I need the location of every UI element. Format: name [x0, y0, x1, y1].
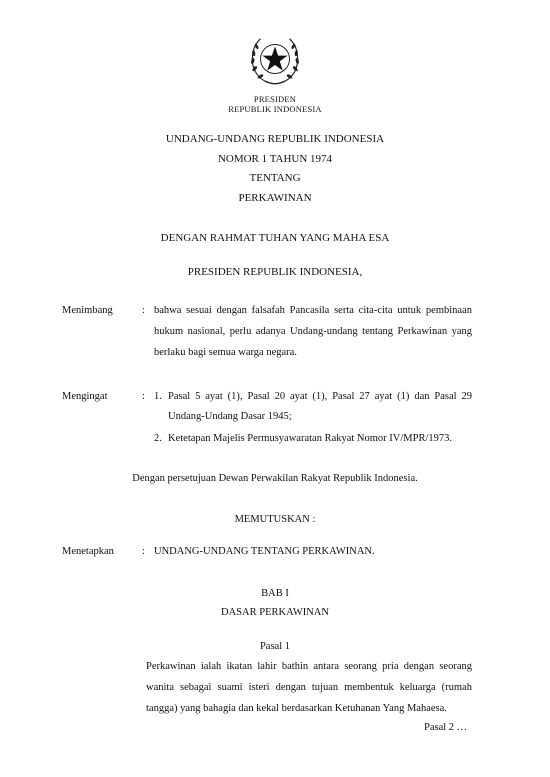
menetapkan-colon: : — [142, 546, 145, 557]
title-line-1: UNDANG-UNDANG REPUBLIK INDONESIA — [165, 133, 385, 145]
mengingat-item-1-num: 1. — [154, 391, 162, 402]
menimbang-line-3: berlaku bagi semua warga negara. — [154, 347, 297, 358]
bab-title: DASAR PERKAWINAN — [221, 607, 329, 618]
invocation: DENGAN RAHMAT TUHAN YANG MAHA ESA — [160, 232, 390, 244]
president-heading: PRESIDEN REPUBLIK INDONESIA, — [187, 266, 363, 278]
menimbang-label: Menimbang — [62, 305, 113, 316]
menimbang-line-1: bahwa sesuai dengan falsafah Pancasila serta cita-cita untuk pembinaan — [154, 305, 472, 316]
pasal-1-line-2: wanita sebagai suami isteri dengan tujuan membentuk keluarga (rumah — [146, 682, 472, 693]
title-line-4: PERKAWINAN — [238, 192, 312, 204]
garuda-star-emblem-icon — [246, 30, 304, 88]
header-presiden: PRESIDEN — [253, 94, 297, 104]
menimbang-colon: : — [142, 305, 145, 316]
mengingat-label: Mengingat — [62, 391, 108, 402]
menetapkan-label: Menetapkan — [62, 546, 114, 557]
bab-number: BAB I — [261, 588, 289, 599]
memutuskan-heading: MEMUTUSKAN : — [234, 514, 316, 525]
mengingat-item-1-line-1: Pasal 5 ayat (1), Pasal 20 ayat (1), Pasal 27 ayat (1) dan Pasal 29 — [168, 391, 472, 402]
pasal-1-line-1: Perkawinan ialah ikatan lahir bathin antara seorang pria dengan seorang — [146, 661, 472, 672]
persetujuan-line: Dengan persetujuan Dewan Perwakilan Rakyat Republik Indonesia. — [132, 473, 418, 484]
menetapkan-text: UNDANG-UNDANG TENTANG PERKAWINAN. — [154, 546, 375, 557]
title-line-2: NOMOR 1 TAHUN 1974 — [217, 153, 333, 165]
pasal-1-line-3: tangga) yang bahagia dan kekal berdasarkan Ketuhanan Yang Mahaesa. — [146, 703, 447, 714]
menimbang-line-2: hukum nasional, perlu adanya Undang-undang tentang Perkawinan yang — [154, 326, 472, 337]
title-line-3: TENTANG — [249, 172, 301, 184]
mengingat-item-1-line-2: Undang-Undang Dasar 1945; — [168, 411, 292, 422]
mengingat-colon: : — [142, 391, 145, 402]
pasal-1-title: Pasal 1 — [259, 641, 291, 652]
next-page-marker: Pasal 2 … — [424, 722, 468, 733]
header-republik: REPUBLIK INDONESIA — [228, 104, 322, 114]
mengingat-item-2-num: 2. — [154, 433, 162, 444]
mengingat-item-2-line-1: Ketetapan Majelis Permusyawaratan Rakyat Nomor IV/MPR/1973. — [168, 433, 453, 444]
